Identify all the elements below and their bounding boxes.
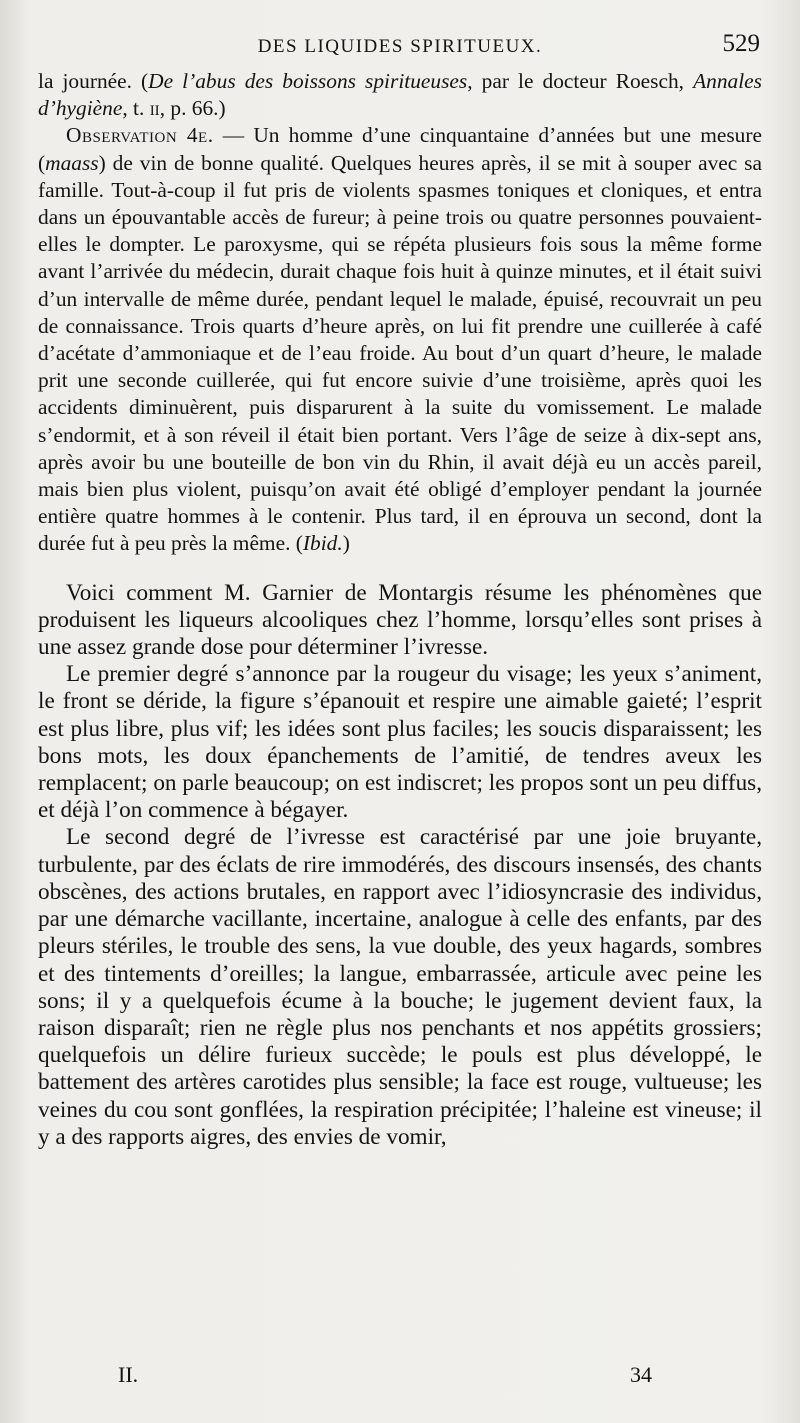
text-run: , par le docteur Roesch, [467,69,694,93]
italic-term: maass [45,150,99,175]
text-run: ) [342,531,350,556]
running-title: DES LIQUIDES SPIRITUEUX. [257,36,543,57]
observation-paragraph [38,122,762,557]
text-run: la journée. ( [38,69,149,93]
observation-label: Observation 4e. [66,123,214,148]
text-run: , p. 66.) [159,96,226,121]
sheet-number: 34 [630,1362,652,1387]
body-paragraph: Le second degré de l’ivresse est caractérisé par une joie bruyante, turbulente, par des éclats de rire immodérés, des discours insensés, des chants obscènes, des actions brutales, en rapport avec l’idiosyncrasie des individus, par une démarche vacillante, incertaine, analogue à celle des enfants, par des pleurs stériles, le trouble des sens, la vue double, des yeux hagards, sombres et des tintements d’oreilles; la langue, embarrassée, articule avec peine les sons; il y a quelquefois écume à la bouche; le jugement devient faux, la raison disparaît; rien ne règle plus nos penchants et nos appétits grossiers; quelquefois un délire furieux succède; le pouls est plus développé, le battement des artères carotides plus sensible; la face est rouge, vultueuse; les veines du cou sont gonflées, la respiration précipitée; l’haleine est vineuse; il y a des rapports aigres, des envies de vomir, [38,824,762,1150]
citation-paragraph [38,68,762,122]
page-footer [40,1362,760,1392]
text-run: , t. [122,96,150,121]
volume-number: ii [149,96,160,121]
italic-journal: Annales d’hygiène [38,69,762,121]
page-number: 529 [722,30,760,57]
signature-mark: II. [118,1362,139,1387]
italic-title: De l’abus des boissons spiritueuses [148,69,468,93]
body-paragraph: Le premier degré s’annonce par la rougeur du visage; les yeux s’animent, le front se déride, la figure s’épanouit et respire une aimable gaieté; l’esprit est plus libre, plus vif; les idées sont plus faciles; les soucis disparaissent; les bons mots, les doux épanchements de l’amitié, de tendres aveux les remplacent; on parle beaucoup; on est indiscret; les propos sont un peu diffus, et déjà l’on commence à bégayer. [38,661,762,824]
page-header [40,30,760,66]
body-paragraph: Voici comment M. Garnier de Montargis résume les phénomènes que produisent les liqueurs alcooliques chez l’homme, lorsqu’elles sont prises à une assez grande dose pour déterminer l’ivresse. [38,579,762,661]
text-run: — Un homme d’une cinquantaine d’années but une mesure ( [38,123,762,175]
italic-ibid: Ibid. [302,531,343,556]
text-run: ) de vin de bonne qualité. Quelques heures après, il se mit à souper avec sa famille. Tout-à-coup il fut pris de violents spasmes toniques et cloniques, et entra dans un épouvantable accès de fureur; à peine trois ou quatre personnes pouvaient-elles le dompter. Le paroxysme, qui se répéta plusieurs fois sous la même forme avant l’arrivée du médecin, durait chaque fois huit à quinze minutes, et il était suivi d’un intervalle de même durée, pendant lequel le malade, épuisé, recouvrait un peu de connaissance. Trois quarts d’heure après, on lui fit prendre une cuillerée à café d’acétate d’ammoniaque et de l’eau froide. Au bout d’un quart d’heure, le malade prit une seconde cuillerée, qui fut encore suivie d’une troisième, après quoi les accidents diminuèrent, puis disparurent à la suite du vomissement. Le malade s’endormit, et à son réveil il était bien portant. Vers l’âge de seize à dix-sept ans, après avoir bu une bouteille de bon vin du Rhin, il avait déjà eu un accès pareil, mais bien plus violent, puisqu’on avait été obligé d’employer pendant la journée entière quatre hommes à le contenir. Plus tard, il en éprouva un second, dont la durée fut à peu près la même. ( [38,150,762,556]
page-body [38,68,762,1151]
